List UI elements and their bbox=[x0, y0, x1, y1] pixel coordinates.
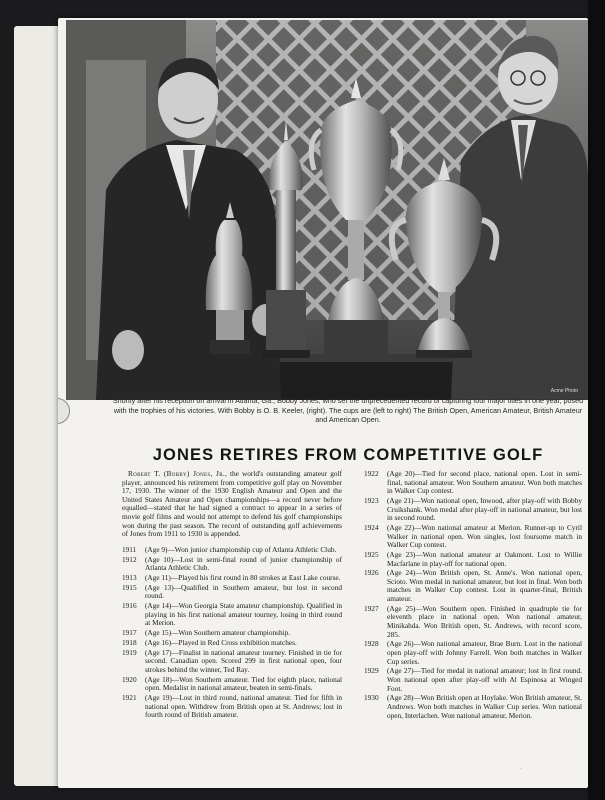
record-year: 1911 bbox=[122, 544, 137, 554]
record-text: (Age 23)—Won national amateur at Oakmont. Lost to Willie Macfarlane in play-off for national open. bbox=[387, 549, 582, 568]
record-text: (Age 19)—Lost in third round, national amateur. Tied for fifth in national open. Withdrew from British open at St. Andrews; lost in fourth round of British amateur. bbox=[145, 692, 342, 720]
record-entry bbox=[364, 667, 582, 693]
intro-name: Robert T. (Bobby) Jones, Jr. bbox=[128, 469, 225, 478]
record-year: 1916 bbox=[122, 601, 137, 611]
record-text: (Age 24)—Won British open, St. Anne's. Won national open, Scioto. Won medal in national amateur, but lost in final. Won both matches in Walker Cup contest. Lost in quarter-final, British amateur. bbox=[387, 568, 582, 604]
binder-holes bbox=[58, 398, 78, 478]
photo-caption: Shortly after his reception on arrival in Atlanta, Ga., Bobby Jones, who set the unprecedented record of capturing four major titles in one year, posed with the trophies of his victories. With Bobby is O. B. Keeler, (right). The cups are (left to right) The British Open, American Amateur, British Amateur and American Open. bbox=[112, 396, 584, 425]
record-text: (Age 27)—Tied for medal in national amateur; lost in first round. Won national open after play-off with Al Espinosa at Winged Foot. bbox=[387, 666, 582, 693]
record-text: (Age 16)—Played in Red Cross exhibition matches. bbox=[145, 637, 297, 647]
photo-illustration bbox=[66, 20, 588, 400]
trophy-photo bbox=[66, 20, 588, 400]
intro-paragraph bbox=[122, 470, 342, 539]
record-year: 1927 bbox=[364, 603, 379, 613]
record-year: 1923 bbox=[364, 495, 379, 505]
record-text: (Age 15)—Won Southern amateur championship. bbox=[145, 628, 291, 638]
record-entry bbox=[364, 524, 582, 550]
magazine-page bbox=[58, 18, 588, 788]
record-entry bbox=[364, 497, 582, 523]
record-text: (Age 21)—Won national open, Inwood, after play-off with Bobby Cruikshank. Won medal after play-off in national amateur, but lost in second round. bbox=[387, 495, 582, 523]
record-year: 1929 bbox=[364, 666, 379, 676]
record-entry bbox=[122, 584, 342, 601]
record-year: 1928 bbox=[364, 639, 379, 649]
record-text: (Age 25)—Won Southern open. Finished in quadruple tie for eleventh place in national open. Won national amateur, Minikahda. Won British open, St. Andrews, with record score, 285. bbox=[387, 603, 582, 639]
left-column bbox=[122, 470, 342, 721]
record-year: 1925 bbox=[364, 549, 379, 559]
record-year: 1921 bbox=[122, 692, 137, 702]
record-year: 1920 bbox=[122, 674, 137, 684]
right-record-list bbox=[364, 470, 582, 720]
photo-credit: Acme Photo bbox=[550, 388, 578, 394]
binder-hole bbox=[58, 398, 70, 424]
record-text: (Age 13)—Qualified in Southern amateur, but lost in second round. bbox=[145, 582, 342, 601]
record-year: 1930 bbox=[364, 693, 379, 703]
record-text: (Age 26)—Won national amateur, Brae Burn. Lost in the national open play-off with Johnny Farrell. Won both matches in Walker Cup series. bbox=[387, 639, 582, 666]
left-record-list bbox=[122, 546, 342, 720]
right-column bbox=[364, 470, 582, 721]
record-text: (Age 11)—Played his first round in 80 strokes at East Lake course. bbox=[145, 572, 341, 582]
record-year: 1913 bbox=[122, 572, 137, 582]
right-shadow bbox=[588, 0, 605, 800]
record-year: 1919 bbox=[122, 647, 137, 657]
record-entry bbox=[122, 649, 342, 675]
record-entry bbox=[122, 639, 342, 648]
record-entry bbox=[122, 694, 342, 720]
record-text: (Age 9)—Won junior championship cup of Atlanta Athletic Club. bbox=[145, 544, 337, 554]
record-entry bbox=[364, 551, 582, 568]
record-text: (Age 28)—Won British open at Hoylake. Won British amateur, St. Andrews. Won both matches in Walker Cup series. Won national open, Interlachen. Won national amateur, Merion. bbox=[387, 693, 582, 720]
record-text: (Age 22)—Won national amateur at Merion. Runner-up to Cyril Walker in national open. Won singles, lost foursome match in Walker Cup contest. bbox=[387, 522, 582, 550]
record-entry bbox=[364, 640, 582, 666]
record-entry bbox=[364, 470, 582, 496]
record-year: 1917 bbox=[122, 628, 137, 638]
record-entry bbox=[364, 569, 582, 603]
record-year: 1922 bbox=[364, 469, 379, 478]
record-entry bbox=[122, 676, 342, 693]
record-entry bbox=[122, 602, 342, 628]
record-text: (Age 14)—Won Georgia State amateur championship. Qualified in playing in his first national amateur tourney, losing in third round at Merion. bbox=[145, 601, 342, 628]
record-entry bbox=[122, 574, 342, 583]
record-entry bbox=[364, 694, 582, 720]
article-headline: JONES RETIRES FROM COMPETITIVE GOLF bbox=[152, 446, 544, 464]
intro-text: , the world's outstanding amateur golf player, announced his retirement from competitive golf play on November 17, 1930. The winner of the 1930 English Amateur and Open and the United States Amateur and Open championships—a record never before equalled—stated that he had signed a contract to appear in a series of movie golf films and would not attempt to defend his golf championships won during the past season. The record of outstanding golf achievements of Jones from 1911 to 1930 is appended. bbox=[122, 469, 342, 539]
record-year: 1912 bbox=[122, 554, 137, 564]
record-text: (Age 20)—Tied for second place, national open. Lost in semi-final, national amateur. Won Southern amateur. Won both matches in Walker Cup contest. bbox=[387, 469, 582, 496]
record-year: 1924 bbox=[364, 522, 379, 532]
record-year: 1915 bbox=[122, 582, 137, 592]
record-year: 1926 bbox=[364, 568, 379, 578]
record-entry bbox=[122, 546, 342, 555]
record-entry bbox=[122, 629, 342, 638]
record-entry bbox=[364, 605, 582, 639]
record-entry bbox=[122, 556, 342, 573]
record-text: (Age 10)—Lost in semi-final round of junior championship of Atlanta Athletic Club. bbox=[145, 554, 342, 573]
record-text: (Age 18)—Won Southern amateur. Tied for eighth place, national open. Medalist in national amateur, beaten in semi-finals. bbox=[145, 674, 342, 693]
record-text: (Age 17)—Finalist in national amateur tourney. Finished in tie for second. Canadian open. Scored 299 in first national open, four strokes behind the winner, Ted Ray. bbox=[145, 647, 342, 674]
record-year: 1918 bbox=[122, 637, 137, 647]
page-mark: · bbox=[520, 766, 522, 772]
